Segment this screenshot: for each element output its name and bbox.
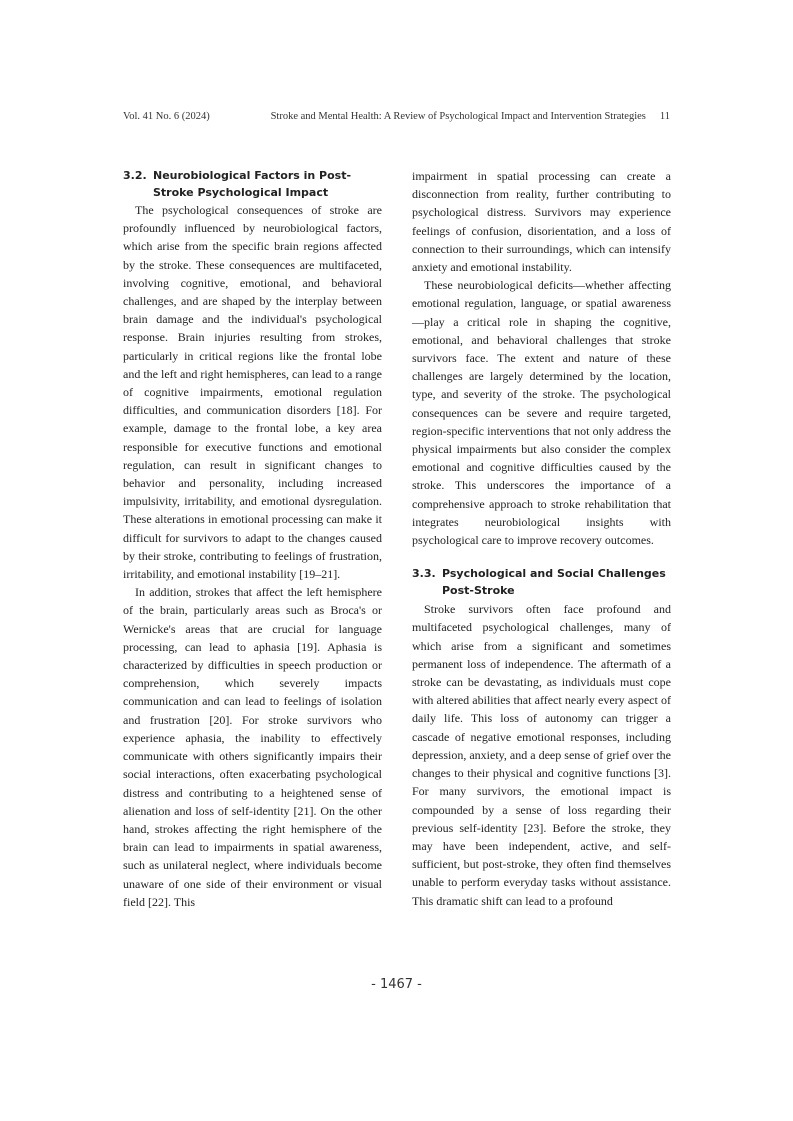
paragraph: The psychological consequences of stroke are profoundly influenced by neurobiological factors, which arise from the specific brain regions affected by the stroke. These consequences are multifaceted, involving cognitive, emotional, and behavioral challenges, and are shaped by the interplay between brain damage and the individual's psychological response. Brain injuries resulting from strokes, particularly in critical regions like the frontal lobe and the left and right hemispheres, can lead to a range of cognitive impairments, emotional regulation difficulties, and communication disorders [18]. For example, damage to the frontal lobe, a key area responsible for executive functions and emotional regulation, can result in significant changes to behavior and personality, including increased impulsivity, irritability, and emotional dysregulation. These alterations in emotional processing can make it difficult for survivors to adapt to the changes caused by their stroke, contributing to feelings of frustration, irritability, and emotional instability [19–21]. — [123, 203, 382, 582]
running-header — [123, 111, 670, 127]
left-column — [123, 167, 382, 911]
paragraph: In addition, strokes that affect the left hemisphere of the brain, particularly areas such as Broca's or Wernicke's areas that are crucial for language processing, can lead to aphasia [19]. Aphasia is characterized by difficulties in speech production or comprehension, which severely impacts communication and can lead to feelings of isolation and frustration [20]. For stroke survivors who experience aphasia, the inability to effectively communicate with others significantly impairs their social interactions, often exacerbating psychological distress and contributing to a heightened sense of alienation and loss of self-identity [21]. On the other hand, strokes affecting the right hemisphere of the brain can lead to impairments in spatial awareness, such as unilateral neglect, where individuals become unaware of one side of their environment or visual field [22]. This — [123, 585, 382, 909]
section-number: 3.3. — [412, 567, 436, 581]
paragraph: Stroke survivors often face profound and multifaceted psychological challenges, many of which arise from a significant and sometimes permanent loss of independence. The aftermath of a stroke can be devastating, as individuals must cope with altered abilities that affect nearly every aspect of daily life. This loss of autonomy can trigger a cascade of negative emotional responses, including depression, anxiety, and a deep sense of grief over the changes to their physical and cognitive functions [3]. For many survivors, the emotional impact is compounded by a sense of loss regarding their previous self-identity [23]. Before the stroke, they may have been independent, active, and self-sufficient, but post-stroke, they often find themselves unable to perform everyday tasks without assistance. This dramatic shift can lead to a profound — [412, 602, 671, 908]
paragraph: These neurobiological deficits—whether affecting emotional regulation, language, or spatial awareness—play a critical role in shaping the cognitive, emotional, and behavioral challenges that stroke survivors face. The extent and nature of these challenges are largely determined by the location, type, and severity of the stroke. The psychological consequences can be severe and require targeted, region-specific interventions that not only address the physical impairments but also consider the complex emotional and cognitive difficulties caused by the stroke. This underscores the importance of a comprehensive approach to stroke rehabilitation that integrates neurobiological insights with psychological care to improve recovery outcomes. — [412, 278, 671, 548]
right-column — [412, 167, 671, 910]
page-footer: - 1467 - — [371, 977, 422, 992]
paragraph-continued: impairment in spatial processing can create a disconnection from reality, further contributing to psychological distress. Survivors may experience feelings of confusion, disorientation, and a loss of connection to their surroundings, which can intensify anxiety and emotional instability. — [412, 169, 671, 275]
section-title: Neurobiological Factors in Post-Stroke Psychological Impact — [153, 169, 352, 199]
journal-page-number: 11 — [659, 111, 670, 122]
running-title-block — [271, 111, 670, 122]
section-heading-3-3 — [412, 565, 671, 599]
journal-reference: Vol. 41 No. 6 (2024) — [123, 111, 210, 122]
section-number: 3.2. — [123, 169, 147, 182]
section-heading-3-2 — [123, 167, 382, 201]
section-title: Psychological and Social Challenges Post-Stroke — [442, 567, 666, 598]
running-title: Stroke and Mental Health: A Review of Psychological Impact and Intervention Strategies — [270, 111, 646, 122]
